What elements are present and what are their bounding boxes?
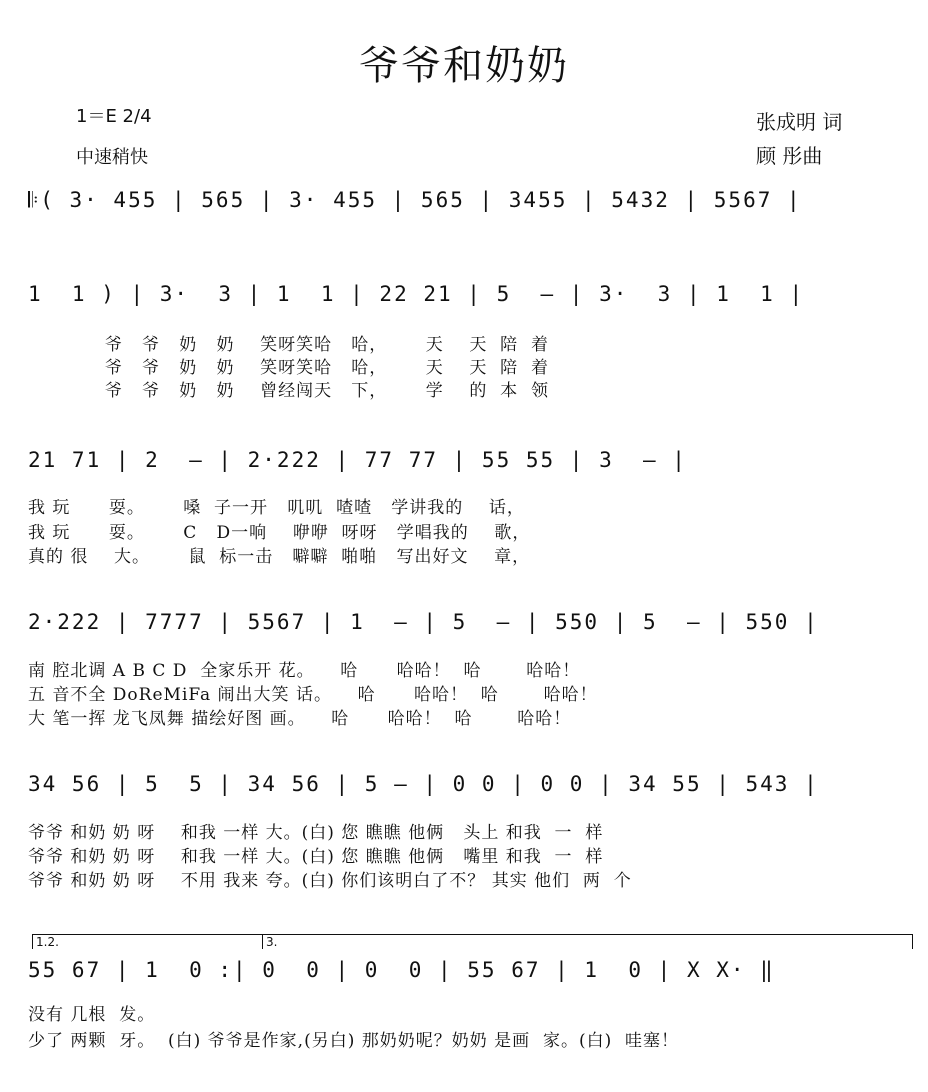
lyric-line-3: 真的 很 大。 鼠 标一击 噼噼 啪啪 写出好文 章， <box>28 547 531 567</box>
lyricist-credit: 张成明 词 <box>756 110 843 134</box>
lyric-line-2: 五 音不全 DoReMiFa 闹出大笑 话。 哈 哈哈！ 哈 哈哈！ <box>28 685 598 705</box>
key-signature: 1＝E 2/4 <box>76 106 152 127</box>
notation-line: 1 1 ) | 3· 3 | 1 1 | 22 21 | 5 – | 3· 3 | 1 1 | <box>28 282 805 306</box>
lyric-line-1: 我 玩 耍。 嗓 子一开 叽叽 喳喳 学讲我的 话， <box>28 498 525 518</box>
lyric-line-3: 爷爷 和奶 奶 呀 不用 我来 夸。(白) 你们该明白了不？ 其实 他们 两 个 <box>28 871 632 891</box>
lyric-line-2: 爷 爷 奶 奶 笑呀笑哈 哈， 天 天 陪 着 <box>28 358 549 378</box>
notation-line: 34 56 | 5 5 | 34 56 | 5 – | 0 0 | 0 0 | 34 55 | 543 | <box>28 772 819 796</box>
lyric-line-2: 少了 两颗 牙。 (白) 爷爷是作家,(另白) 那奶奶呢？奶奶 是画 家。(白) 哇塞！ <box>28 1031 680 1051</box>
notation-line: 55 67 | 1 0 :| 0 0 | 0 0 | 55 67 | 1 0 | X X· ‖ <box>28 958 775 982</box>
lyric-line-1: 南 腔北调 A B C D 全家乐开 花。 哈 哈哈！ 哈 哈哈！ <box>28 661 581 681</box>
lyric-line-1: 没有 几根 发。 <box>28 1005 156 1025</box>
notation-line: 2·222 | 7777 | 5567 | 1 – | 5 – | 550 | 5 – | 550 | <box>28 610 819 634</box>
tempo-marking: 中速稍快 <box>76 147 148 168</box>
first-ending-bracket: 1.2. <box>32 934 266 949</box>
lyric-line-1: 爷爷 和奶 奶 呀 和我 一样 大。(白) 您 瞧瞧 他俩 头上 和我 一 样 <box>28 823 604 843</box>
notation-line: 𝄆( 3· 455 | 565 | 3· 455 | 565 | 3455 | 5432 | 5567 | <box>28 188 802 212</box>
lyric-line-2: 我 玩 耍。 C D一响 咿咿 呀呀 学唱我的 歌， <box>28 523 531 543</box>
lyric-line-3: 大 笔一挥 龙飞凤舞 描绘好图 画。 哈 哈哈！ 哈 哈哈！ <box>28 709 572 729</box>
song-title: 爷爷和奶奶 <box>359 43 569 89</box>
composer-credit: 顾 彤曲 <box>756 144 823 168</box>
second-ending-bracket: 3. <box>262 934 913 949</box>
notation-line: 21 71 | 2 – | 2·222 | 77 77 | 55 55 | 3 – | <box>28 448 687 472</box>
lyric-line-2: 爷爷 和奶 奶 呀 和我 一样 大。(白) 您 瞧瞧 他俩 嘴里 和我 一 样 <box>28 847 604 867</box>
lyric-line-1: 爷 爷 奶 奶 笑呀笑哈 哈， 天 天 陪 着 <box>28 335 549 355</box>
lyric-line-3: 爷 爷 奶 奶 曾经闯天 下， 学 的 本 领 <box>28 381 549 401</box>
